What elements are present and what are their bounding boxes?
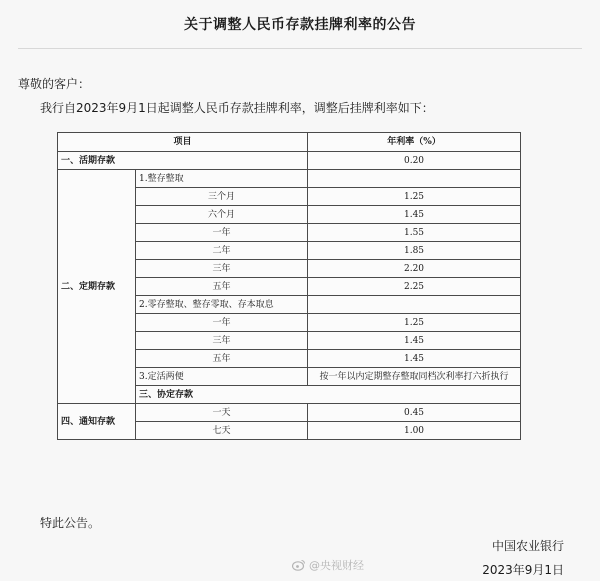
category-demand: 一、活期存款 bbox=[58, 152, 308, 170]
bank-name: 中国农业银行 bbox=[491, 539, 564, 553]
term-cell: 二年 bbox=[136, 242, 308, 260]
category-notice: 四、通知存款 bbox=[58, 404, 136, 440]
rate-cell: 2.25 bbox=[308, 278, 521, 296]
category-negotiated: 三、协定存款 bbox=[136, 386, 521, 404]
rate-cell: 1.85 bbox=[308, 242, 521, 260]
rate-cell: 1.45 bbox=[308, 350, 521, 368]
table-row bbox=[58, 152, 521, 170]
intro-text: 我行自2023年9月1日起调整人民币存款挂牌利率，调整后挂牌利率如下： bbox=[40, 101, 434, 115]
term-cell: 一天 bbox=[136, 404, 308, 422]
greeting: 尊敬的客户： bbox=[18, 77, 91, 91]
rate-table bbox=[57, 132, 521, 440]
term-cell: 七天 bbox=[136, 422, 308, 440]
table-header-row bbox=[58, 133, 521, 152]
term-cell: 五年 bbox=[136, 278, 308, 296]
weibo-icon bbox=[292, 559, 306, 571]
rate-cell: 1.55 bbox=[308, 224, 521, 242]
rate-cell: 1.45 bbox=[308, 332, 521, 350]
rate-cell: 0.20 bbox=[308, 152, 521, 170]
watermark-text: @央视财经 bbox=[309, 559, 364, 572]
term-cell: 一年 bbox=[136, 224, 308, 242]
subcategory-flexible: 3.定活两便 bbox=[136, 368, 308, 386]
term-cell: 三年 bbox=[136, 260, 308, 278]
term-cell: 三年 bbox=[136, 332, 308, 350]
rate-cell bbox=[308, 170, 521, 188]
subcategory-installment: 2.零存整取、整存零取、存本取息 bbox=[136, 296, 308, 314]
rate-cell: 按一年以内定期整存整取同档次利率打六折执行 bbox=[308, 368, 521, 386]
header-item: 项目 bbox=[58, 133, 308, 152]
header-rate: 年利率（%） bbox=[308, 133, 521, 152]
title-divider bbox=[18, 48, 582, 49]
category-time: 二、定期存款 bbox=[58, 170, 136, 404]
table-row bbox=[58, 404, 521, 422]
rate-cell: 1.00 bbox=[308, 422, 521, 440]
subcategory-lump: 1.整存整取 bbox=[136, 170, 308, 188]
table-row bbox=[58, 170, 521, 188]
rate-cell: 1.25 bbox=[308, 188, 521, 206]
term-cell: 五年 bbox=[136, 350, 308, 368]
term-cell: 六个月 bbox=[136, 206, 308, 224]
watermark bbox=[292, 557, 364, 573]
rate-cell: 1.25 bbox=[308, 314, 521, 332]
term-cell: 三个月 bbox=[136, 188, 308, 206]
closing-text: 特此公告。 bbox=[40, 516, 101, 530]
rate-cell bbox=[308, 296, 521, 314]
rate-cell: 1.45 bbox=[308, 206, 521, 224]
rate-cell: 2.20 bbox=[308, 260, 521, 278]
rate-cell: 0.45 bbox=[308, 404, 521, 422]
notice-date: 2023年9月1日 bbox=[482, 563, 564, 577]
term-cell: 一年 bbox=[136, 314, 308, 332]
notice-title: 关于调整人民币存款挂牌利率的公告 bbox=[184, 17, 416, 33]
